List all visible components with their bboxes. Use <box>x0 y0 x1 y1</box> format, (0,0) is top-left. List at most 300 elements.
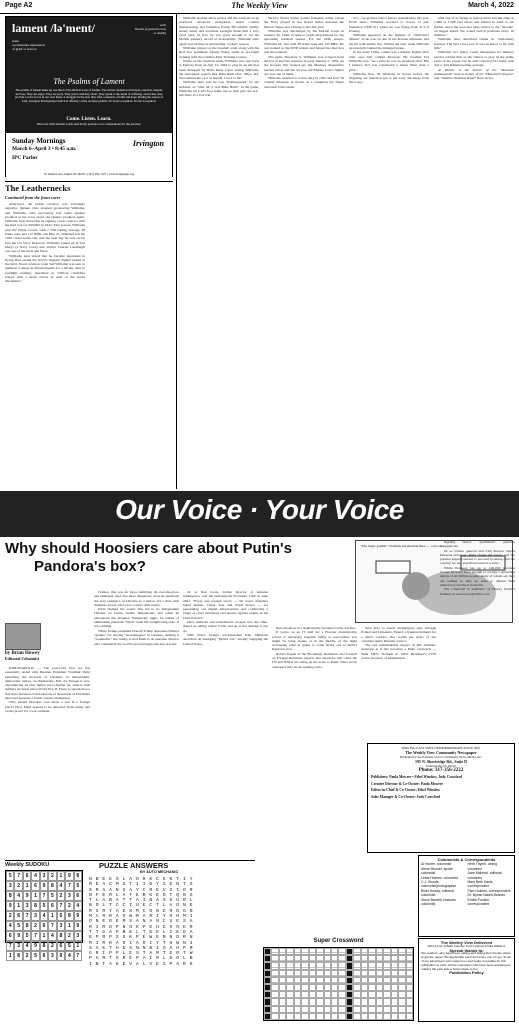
crossword-cell <box>376 962 383 969</box>
crossword-cell <box>353 962 360 969</box>
sudoku-cell: 5 <box>65 941 73 951</box>
crossword-cell <box>353 1013 360 1020</box>
wordsearch-row: S R A A N G A Y C R E V S I O R <box>89 887 194 893</box>
crossword-cell <box>286 1013 293 1020</box>
crossword-cell <box>368 991 375 998</box>
staff-member: Mary Beth Kautz, correspondent <box>467 880 494 889</box>
staff-member: Linda Holmes, columnist <box>421 875 458 880</box>
putin-column-3: Or as Dan Coats, former director of national intelligence, told the Indianapolis Economic Club in June 2021, "Every day foreign actors — the worst offenders being Russia, China, Iran and North Korea — are penetrating our digital infrastructure and conducting a range of cyber intrusions and attacks against targets in the United States." Once malware and ransomware escapes into the ether, there's no telling where it will end up or the damage it can do. NBC News foreign correspondent Keir Simmons described an emerging "hybrid war" already engaging the United States. <box>183 590 268 646</box>
staff-member: Steve Barnett, features columnist <box>421 897 456 907</box>
wordsearch-row: R E A C M U T I I D Y S E N T S <box>89 882 194 888</box>
publisher-tagline: SERVING EAST INDY NEIGHBORHOODS SINCE 2001 <box>401 746 481 750</box>
crossword-cell <box>271 1006 278 1013</box>
column-rule <box>176 14 177 489</box>
crossword-cell <box>294 955 301 962</box>
putin-column-5: been able to assess Kaliningrad only through Poland and Lithuania. Expect a Russian demand for a direct corridor that would put strips of the countries under Russian control. The one unmistakable impact of this dramatic incursion is if this becomes a Putin overreach — think LBJ's Vietnam in 1965, Brezhnev's 1979 Soviet invasion of Afghanistan. <box>361 626 436 661</box>
crossword-cell <box>331 1006 338 1013</box>
crossword-cell <box>324 977 331 984</box>
crossword-cell <box>279 962 286 969</box>
crossword-cell <box>338 970 345 977</box>
crossword-cell <box>279 991 286 998</box>
crossword-cell <box>264 948 271 955</box>
sudoku-cell: 2 <box>14 881 22 891</box>
sudoku-cell: 8 <box>74 871 82 881</box>
crossword-cell <box>391 991 398 998</box>
sudoku-cell: 2 <box>57 891 65 901</box>
crossword-cell <box>376 998 383 1005</box>
crossword-cell <box>338 955 345 962</box>
crossword-cell <box>346 977 353 984</box>
staff-member: Jane Mahrvel, editorial columnist <box>467 871 502 880</box>
crossword-cell <box>316 991 323 998</box>
crossword-cell <box>361 955 368 962</box>
sudoku-cell: 4 <box>31 871 39 881</box>
crossword-cell <box>406 991 413 998</box>
crossword-cell <box>316 977 323 984</box>
crossword-cell <box>264 991 271 998</box>
crossword-cell <box>383 948 390 955</box>
crossword-cell <box>376 948 383 955</box>
leathernecks-continued: Continued from the front cover <box>5 195 61 200</box>
crossword-cell <box>324 984 331 991</box>
crossword-cell <box>271 955 278 962</box>
lament-advertisement <box>5 16 173 177</box>
crossword-cell <box>368 970 375 977</box>
sudoku-cell: 2 <box>31 921 39 931</box>
wordsearch-row: I N T A K E V A L V E S P A R K <box>89 961 194 967</box>
sudoku-cell: 7 <box>6 941 14 951</box>
wordsearch-label: BY AUTO MECHANIC <box>140 870 179 874</box>
sudoku-cell: 4 <box>6 921 14 931</box>
crossword-cell <box>331 998 338 1005</box>
crossword-cell <box>316 948 323 955</box>
sudoku-cell: 4 <box>23 941 31 951</box>
crossword-cell <box>338 962 345 969</box>
crossword-cell <box>346 970 353 977</box>
crossword-cell <box>309 998 316 1005</box>
wordsearch-row: T L A B A T T A I N A S S U R L <box>89 898 194 904</box>
page-header <box>0 0 519 14</box>
putin-column-6: fighting brutal, asymmetric guerrilla insurgencies. Or as former general and CIA director David Petraeus observed, Putin "lacks the troops and the popular support needed to succeed in taking over the country for any significant period of time." While Petraeus has up to 190,000 invasion troops, he won't have enough to occupy a sprawling nation of 40 million people, many of whom say they are willing to take up arms to defend their democracy and their freedoms. The columnist is publisher of Howey Politics Indiana at www.howeypolitics.com. <box>440 540 515 596</box>
wordsearch-grid <box>89 877 255 975</box>
crossword-cell <box>301 984 308 991</box>
sudoku-cell: 3 <box>57 921 65 931</box>
sudoku-cell: 5 <box>31 951 39 961</box>
crossword-cell <box>324 962 331 969</box>
crossword-cell <box>279 1013 286 1020</box>
crossword-cell <box>279 998 286 1005</box>
crossword-cell <box>346 955 353 962</box>
delivery-policy-box <box>418 938 515 1022</box>
staff-member: C.J. Woods, columnist/photographer <box>421 880 457 889</box>
crossword-cell <box>324 1006 331 1013</box>
crossword-cell <box>331 962 338 969</box>
crossword-cell <box>346 948 353 955</box>
sudoku-cell: 2 <box>65 931 73 941</box>
crossword-label: Super Crossword <box>313 938 364 944</box>
crossword-cell <box>346 998 353 1005</box>
crossword-cell <box>338 948 345 955</box>
crossword-cell <box>383 984 390 991</box>
crossword-cell <box>391 970 398 977</box>
staff-member: Herb Thyme, dining columnist <box>467 862 498 871</box>
special-thanks: Special thanks to: <box>449 947 484 953</box>
crossword-cell <box>286 991 293 998</box>
crossword-cell <box>338 1006 345 1013</box>
crossword-cell <box>331 970 338 977</box>
leathernecks-headline: The Leathernecks <box>5 183 71 193</box>
sudoku-cell: 9 <box>14 931 22 941</box>
crossword-cell <box>398 991 405 998</box>
crossword-cell <box>324 970 331 977</box>
sudoku-cell: 4 <box>57 881 65 891</box>
delivered-names: Sheryl Farr & Barb Fletcher Kevin Carroll & Rita Williams <box>427 943 506 948</box>
crossword-cell <box>383 1006 390 1013</box>
crossword-cell <box>271 991 278 998</box>
crossword-cell <box>391 962 398 969</box>
crossword-cell <box>376 970 383 977</box>
byline <box>5 651 93 661</box>
staff-list-right <box>468 862 513 906</box>
sudoku-cell: 8 <box>48 881 56 891</box>
crossword-cell <box>391 955 398 962</box>
sunday-mornings: Sunday Mornings <box>12 137 66 145</box>
sales-manager: Sales Manager & Co-Owner: Judy Crawford <box>371 794 441 799</box>
author-avatar <box>5 623 41 650</box>
delivered-title: The Weekly View Delivered <box>440 940 493 945</box>
wordsearch-row: M A R R A O W R A R I Y O H M I <box>89 914 194 920</box>
crossword-cell <box>376 984 383 991</box>
sudoku-label: Weekly SUDOKU <box>5 862 50 868</box>
crossword-cell <box>286 962 293 969</box>
crossword-cell <box>398 962 405 969</box>
crossword-cell <box>316 984 323 991</box>
crossword-cell <box>271 970 278 977</box>
sudoku-cell: 9 <box>74 921 82 931</box>
sudoku-cell: 8 <box>23 921 31 931</box>
crossword-cell <box>353 991 360 998</box>
sudoku-cell: 5 <box>57 911 65 921</box>
article-column-1: Afterward, the public reaction was extremely negative. Quaker Oats stopped sponsoring Williams, and Williams, who previously had some Quaker products at his store, never ran Quaker products again. Williams took more flak by signing a new contract with the Red Sox for $30,000 in 1942. That season, Williams won the Triple Crown, with a .356 batting average, 36 home runs, and 137 RBIs. On May 21, Williams left his 1930 career home run, and the next day he was sworn into the US Navy Reserves. Williams joined up in San Diego (a Navy town) and aviator Charles Lindbergh was one of his idols and fliers. Williams later stated that he became interested in flying after seeing the Navy's majestic fighter planes at the field. Naval aviation cadet Ted Williams was sent to Amherst College in Massachusetts for a 90-day stint in preflight training, described as "Officer candidate school with a math course in each of the seven disciplines." <box>5 202 85 284</box>
crossword-cell <box>331 991 338 998</box>
crossword-cell <box>361 991 368 998</box>
putin-headline-line1: Why should Hoosiers care about Putin's <box>5 540 292 557</box>
staff-member: Steve Mowrer, sports columnist <box>421 866 453 876</box>
sudoku-cell: 3 <box>65 891 73 901</box>
editor-in-chief: Editor-in-Chief & Co-Owner: Ethel Winslow <box>371 788 441 793</box>
crossword-cell <box>346 991 353 998</box>
discover-text: Discover both ancient words and lively persons to be companions for the journey. <box>36 122 142 126</box>
crossword-cell <box>301 1006 308 1013</box>
crossword-cell <box>279 970 286 977</box>
crossword-cell <box>398 1006 405 1013</box>
crossword-cell <box>286 977 293 984</box>
staff-member: Pam Holmes, correspondent <box>467 888 511 893</box>
article-column-4: N.C., for ground school before transitioning into jets. From there, Williams traveled to Korea to join Squadron VMF-311 where he was flying from K-3 at Pohang. Williams appeared on the number of "Williams's Misses" as he was on one of his Korean missions, and his hit with enemy fire. Within the next week Williams successfully landed his damaged plane. In the early 1950s, Glenn was a Marine fighter pilot with over 100 combat missions. He recalled Ted Williams was, "As a pilot he was an excellent pilot. But I believe Ted was considered a better hitter than a pilot." Williams flew 39 missions in Korea before the lingering ear infection led to his early discharge from the Corps. <box>349 16 429 85</box>
crossword-cell <box>398 970 405 977</box>
sudoku-cell: 4 <box>40 911 48 921</box>
sudoku-cell: 8 <box>57 931 65 941</box>
crossword-cell <box>376 1006 383 1013</box>
sudoku-cell: 1 <box>23 881 31 891</box>
crossword-cell <box>316 970 323 977</box>
sudoku-cell: 9 <box>74 911 82 921</box>
crossword-cell <box>294 998 301 1005</box>
sudoku-cell: 1 <box>74 941 82 951</box>
crossword-cell <box>391 984 398 991</box>
crossword-cell <box>286 948 293 955</box>
sudoku-cell: 2 <box>23 951 31 961</box>
article-column-2: Williams learned about tactics and the weapons as he practiced advanced navigation, aerial combat maneuvering, and formation flying. His athletic ability, steady hand, and excellent eyesight made him a very good pilot. In fact, he was good enough to set the Marine gunnery record at Jacksonville. Williams once again was having an outstanding "rookie" season. Williams played on the baseball team along with his Red Sox teammate Johnny Pesky while in pre-flight training with the Civilian Pilot Training Course. While on the baseball team, Williams was sent back to Fenway Park on July 12, 1943 to play in an All-Star team managed by Babe Ruth. Upon seeing Williams, the newspaper reports that Babe Ruth said, "Hiya, kid. You remind me a lot of myself. I love to hit." Williams later said he was "flabbergasted" by the incident, as "after all, it was Babe Ruth!" In the game, Williams hit a 425-foot home run to help give the A.L. All-Stars to a 9–8 win. <box>179 16 259 98</box>
crossword-cell <box>383 991 390 998</box>
crossword-cell <box>368 948 375 955</box>
crossword-cell <box>316 1006 323 1013</box>
crossword-cell <box>361 948 368 955</box>
crossword-cell <box>279 984 286 991</box>
sudoku-cell: 5 <box>6 871 14 881</box>
crossword-cell <box>264 984 271 991</box>
crossword-cell <box>301 970 308 977</box>
wordsearch-row: E P R P S S K P E W E R N D R N <box>89 935 194 941</box>
crossword-cell <box>346 1006 353 1013</box>
crossword-cell <box>279 955 286 962</box>
crossword-cell <box>398 998 405 1005</box>
sudoku-cell: 3 <box>31 911 39 921</box>
crossword-cell <box>346 984 353 991</box>
crossword-cell <box>368 998 375 1005</box>
class-location: IPC Parlor <box>12 155 38 161</box>
crossword-cell <box>376 991 383 998</box>
crossword-cell <box>398 984 405 991</box>
crossword-cell <box>286 955 293 962</box>
putin-headline-line2: Pandora's box? <box>34 558 146 575</box>
crossword-cell <box>286 1006 293 1013</box>
crossword-cell <box>383 977 390 984</box>
crossword-cell <box>361 970 368 977</box>
crossword-grid <box>263 947 414 1021</box>
crossword-cell <box>309 984 316 991</box>
crossword-cell <box>286 998 293 1005</box>
crossword-cell <box>316 955 323 962</box>
crossword-cell <box>294 984 301 991</box>
masthead: The Weekly View <box>231 1 288 10</box>
crossword-cell <box>368 984 375 991</box>
crossword-cell <box>294 970 301 977</box>
sudoku-cell: 8 <box>31 901 39 911</box>
crossword-cell <box>264 977 271 984</box>
crossword-cell <box>346 1013 353 1020</box>
issue-date: March 4, 2022 <box>468 2 514 9</box>
crossword-cell <box>324 998 331 1005</box>
crossword-cell <box>316 962 323 969</box>
crossword-cell <box>398 955 405 962</box>
sudoku-cell: 5 <box>74 881 82 891</box>
crossword-cell <box>294 962 301 969</box>
crossword-cell <box>406 977 413 984</box>
crossword-cell <box>376 977 383 984</box>
sudoku-cell: 7 <box>14 871 22 881</box>
crossword-cell <box>353 1006 360 1013</box>
crossword-cell <box>324 948 331 955</box>
crossword-cell <box>316 998 323 1005</box>
crossword-cell <box>376 1013 383 1020</box>
crossword-cell <box>324 1013 331 1020</box>
sudoku-cell: 5 <box>14 921 22 931</box>
crossword-cell <box>294 991 301 998</box>
crossword-cell <box>406 984 413 991</box>
sudoku-cell: 3 <box>14 941 22 951</box>
sudoku-cell: 4 <box>14 891 22 901</box>
crossword-cell <box>376 955 383 962</box>
crossword-cell <box>264 1013 271 1020</box>
sudoku-cell: 3 <box>48 951 56 961</box>
sudoku-cell: 6 <box>40 921 48 931</box>
crossword-cell <box>301 998 308 1005</box>
article-column-3: Service World Series games featuring Army versus the Navy played in the World Series between the Detroit Tigers and Chicago Cubs that year. Williams was discharged by the Marine Corps in January 26, 1946, in time to begin preparations for the upcoming baseball season. For the 1946 season, Williams hit .342 with 38 home runs and 123 RBIs. He was named as the MVP winner and helped the Red Sox win the pennant. The name Theodore S. Williams was scraped from the list of inactive reserves in early January 5, 1952. As the Korean War heated up, the Marines desperately needed pilots and the 33-year-old Marine Corps fighter ace was one of them. Williams returned to active duty in 1952 and flew 39 combat missions in Korea as a wingman for future astronaut John Glenn. <box>264 16 344 89</box>
sudoku-cell: 7 <box>65 881 73 891</box>
crossword-cell <box>294 977 301 984</box>
crossword-cell <box>309 962 316 969</box>
crossword-cell <box>361 977 368 984</box>
crossword-cell <box>301 955 308 962</box>
sudoku-cell: 9 <box>57 951 65 961</box>
sudoku-cell: 2 <box>65 901 73 911</box>
sudoku-cell: 5 <box>48 891 56 901</box>
wordsearch-row: M S R Y A E X M C O N E R D G N <box>89 908 194 914</box>
crossword-cell <box>361 1006 368 1013</box>
sudoku-cell: 1 <box>57 871 65 881</box>
crossword-cell <box>353 948 360 955</box>
psalms-title: The Psalms of Lament <box>53 77 125 86</box>
sudoku-cell: 8 <box>14 951 22 961</box>
sudoku-cell: 1 <box>48 911 56 921</box>
sudoku-cell: 1 <box>6 951 14 961</box>
sudoku-cell: 1 <box>65 921 73 931</box>
author-name: by Brian Howey <box>5 651 40 656</box>
crossword-cell <box>391 948 398 955</box>
sudoku-cell: 9 <box>6 901 14 911</box>
crossword-cell <box>264 955 271 962</box>
sudoku-cell: 1 <box>40 931 48 941</box>
crossword-cell <box>286 970 293 977</box>
sudoku-cell: 9 <box>23 891 31 901</box>
crossword-cell <box>383 955 390 962</box>
crossword-cell <box>338 977 345 984</box>
divider <box>5 181 173 182</box>
putin-column-2: Crimea, this was far more rambling, all-over-the-place and unhinged. And also more dangerous. Now he questions the very existence of Ukraine as a nation. It's a man with immense power who's lost contact with reality. Putin blamed the events that led to its independent Ukraine on Lenin, Stalin, Khrushchev and when he announced the invasion Wednesday night, he talked of eliminating phantom "Nazis" from this neighboring state. It was chilling. While former president Donald Trump applauded Putin's "genius" for placing "peacekeepers" in Ukraine, terming it "wonderful," the reality is that Putin is an unstable dictator who commands the world's second largest nuclear arsenal. <box>94 590 179 646</box>
crossword-cell <box>361 984 368 991</box>
crossword-cell <box>324 991 331 998</box>
sudoku-cell: 6 <box>40 951 48 961</box>
sudoku-cell: 8 <box>6 891 14 901</box>
crossword-cell <box>406 962 413 969</box>
crossword-cell <box>331 1013 338 1020</box>
crossword-cell <box>309 970 316 977</box>
crossword-cell <box>309 1013 316 1020</box>
crossword-cell <box>406 955 413 962</box>
staff-list-left <box>421 862 466 906</box>
crossword-cell <box>406 1013 413 1020</box>
crossword-cell <box>309 977 316 984</box>
crossword-cell <box>264 970 271 977</box>
publisher-paper: The Weekly View Community Newspaper <box>405 750 477 755</box>
crossword-cell <box>353 998 360 1005</box>
sudoku-cell: 4 <box>74 901 82 911</box>
come-listen-learn: Come. Listen. Learn. <box>66 117 112 122</box>
opinion-banner <box>0 491 519 537</box>
crossword-cell <box>309 991 316 998</box>
sudoku-cell: 7 <box>57 901 65 911</box>
publisher-box <box>367 743 515 853</box>
wordsearch-row: N B E E S L A O R K C E K T I Y <box>89 877 194 882</box>
lament-noun-definition: noun a passionate expression of grief or sorrow <box>12 39 45 51</box>
crossword-cell <box>331 948 338 955</box>
crossword-cell <box>264 998 271 1005</box>
crossword-cell <box>286 984 293 991</box>
crossword-cell <box>309 1006 316 1013</box>
crossword-cell <box>294 1006 301 1013</box>
publisher-company: Published by the Eastside Voice Community News Media, Inc. <box>399 755 483 759</box>
crossword-cell <box>406 948 413 955</box>
sudoku-cell: 7 <box>48 921 56 931</box>
crossword-cell <box>398 948 405 955</box>
sudoku-cell: 7 <box>74 951 82 961</box>
crossword-cell <box>338 991 345 998</box>
sudoku-cell: 4 <box>65 951 73 961</box>
crossword-cell <box>301 962 308 969</box>
sudoku-cell: 3 <box>6 881 14 891</box>
crossword-cell <box>353 955 360 962</box>
crossword-cell <box>279 977 286 984</box>
crossword-cell <box>301 977 308 984</box>
church-address: 55 Johnson Ave, Indpls, IN 46219 • (317) 356-7225 • www.irvingtonpc.org <box>43 172 135 176</box>
staff-member: Brian Howey, editorial columnist <box>421 888 454 898</box>
article-column-5: with one of us flying at treetop level and the other at 1,000 or 1,500 feet above and behind in order to see further down the road and relay advice to the "shooter" on targets ahead. We would switch positions every 10 minutes." Williams later described Glenn as "Absolutely fearless. The best I ever saw. It was an honor to fly with him." Williams' two major career disruptions for military service robbed him of the chance to play in the prime years of his career, but he still collected 521 home runs and a .344 lifetime batting average. Al Hunter is the author of the "Haunted Indianapolis" and co-author of the "Haunted Irvington" and "Indiana National Road" book series. <box>434 16 514 81</box>
putin-column-4: find ourselves in a dramatically escalated cyber warfare. If you're on an IT staff for a Hoosier municipality, school or university, hospital, utility or corporation, you might be lying awake at in the middle of the night wondering what is going to come flying out of Putin's Pandora's box. Robert Kagan of the Brookings Institution and Council on Foreign Relations expects that sanctions will cause the US and NATO are rising up the scale to Putin. What we've witnessed may be an opening salvo. <box>272 626 357 669</box>
sudoku-cell: 7 <box>23 911 31 921</box>
wordsearch-row: N F E R L A T E B K E D T Q N S <box>89 892 194 898</box>
sudoku-grid <box>5 870 83 959</box>
wordsearch-row: S A E T H E S N N N I O A H P R <box>89 945 194 951</box>
lament-verb-definition: verb mourn (a person's loss or death) <box>134 23 166 35</box>
wordsearch-row: P A R T S R E P A I R L D O L B <box>89 956 194 962</box>
crossword-cell <box>368 955 375 962</box>
crossword-cell <box>331 955 338 962</box>
sudoku-cell: 6 <box>74 891 82 901</box>
crossword-cell <box>398 1013 405 1020</box>
page-number: Page A2 <box>5 2 33 9</box>
crossword-cell <box>271 977 278 984</box>
puzzle-answers-label: PUZZLE ANSWERS <box>99 861 169 870</box>
wordsearch-row: M I R R A O I A R I Y T H W N I <box>89 940 194 946</box>
sudoku-cell: 6 <box>31 881 39 891</box>
crossword-cell <box>391 998 398 1005</box>
sudoku-cell: 9 <box>65 871 73 881</box>
opinion-banner-title: Our Voice · Your Voice <box>115 494 404 525</box>
crossword-cell <box>391 1006 398 1013</box>
sudoku-cell: 9 <box>40 881 48 891</box>
crossword-cell <box>338 1013 345 1020</box>
sudoku-cell: 2 <box>48 871 56 881</box>
putin-column-1: INDIANAPOLIS — The post-Cold War era has essentially ended with Russian President Vladimir Putin launching the invasion of Ukraine, an independent, democratic nation, on Wednesday, Feb. 23. Europe is now experiencing its first fighter jet-to-fighter jet, tank-to-tank military invasion since World War II. There is speculation a full-style invasion could add tens of thousands of Ukrainian dead and generate a brutal counter insurgency. Why should Hoosiers care about a war in a foreign place? First, Putin appears to be detached from reality and on the prowl for a war criminal. <box>5 666 90 713</box>
sudoku-cell: 6 <box>6 931 14 941</box>
crossword-cell <box>279 948 286 955</box>
wordsearch-row: O N E R E M S A N A N C U E S A <box>89 919 194 925</box>
sudoku-cell: 6 <box>23 871 31 881</box>
publisher-phone: Phone: 317-356-2222 <box>418 768 464 773</box>
crossword-cell <box>391 977 398 984</box>
cartoon-caption: "The tragic gambit" Vladimir the Russian Bear — cartoon <box>360 544 442 548</box>
